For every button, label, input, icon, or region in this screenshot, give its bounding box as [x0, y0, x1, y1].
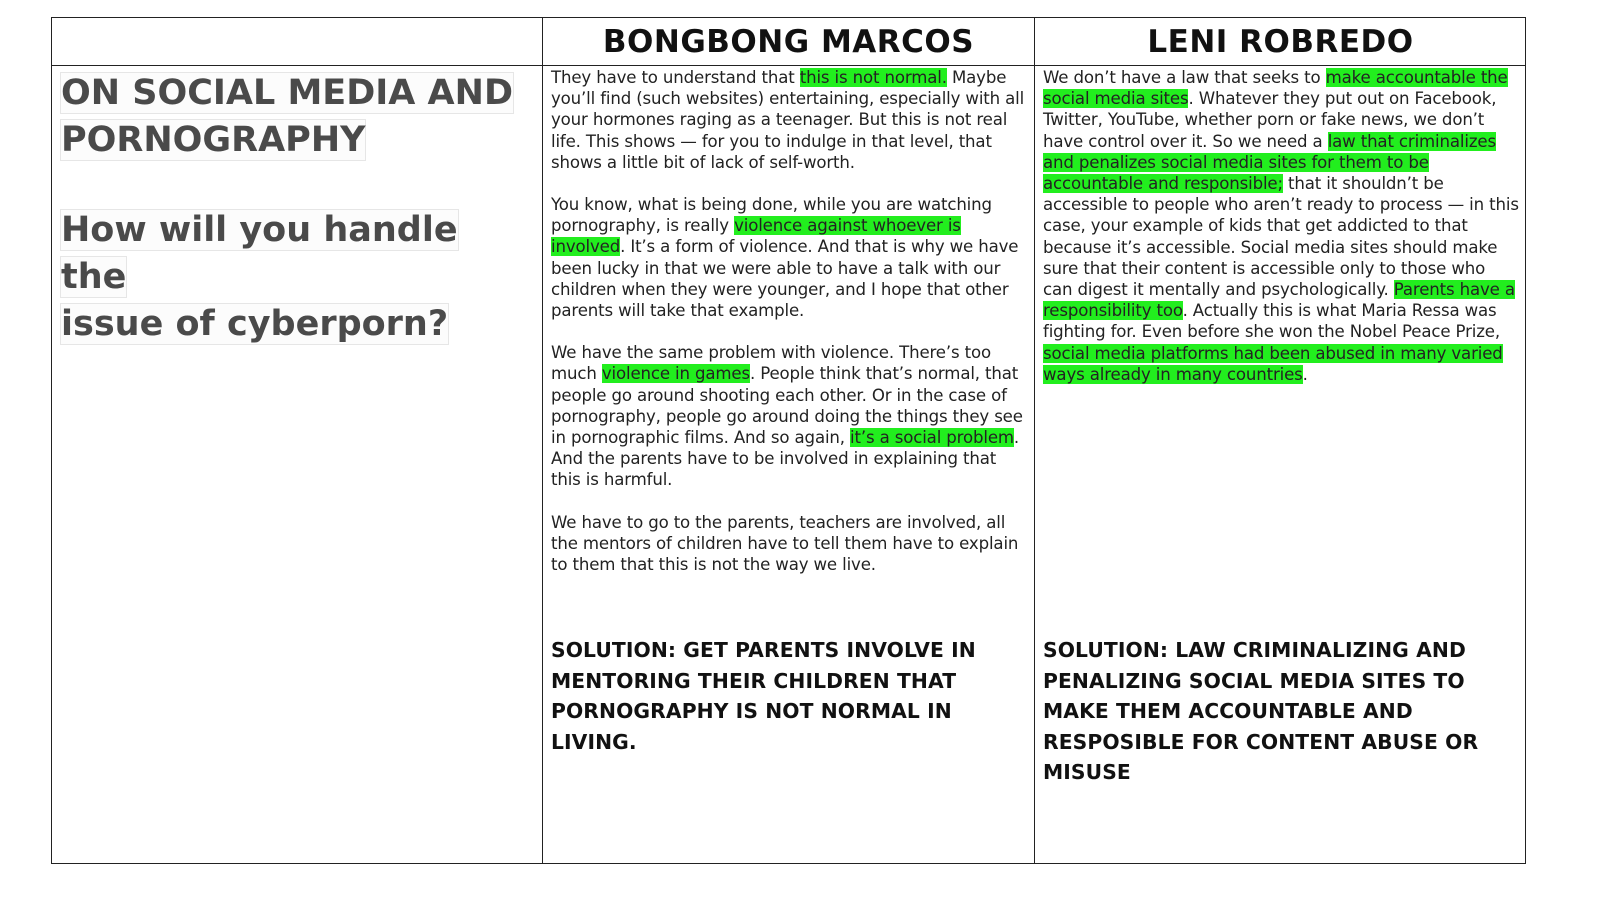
- topic-question-line2: issue of cyberporn?: [61, 304, 449, 344]
- robredo-answer: [1043, 67, 1519, 385]
- paragraph-text: We have to go to the parents, teachers are involved, all the mentors of children have to tell them have to explain to them that this is not the way we live.: [551, 512, 1019, 575]
- highlighted-phrase: law that criminalizes and penalizes social media sites for them to be accountable and responsible;: [1043, 131, 1496, 194]
- paragraph-text: You know, what is being done, while you are watching pornography, is really: [551, 195, 992, 236]
- highlighted-phrase: Parents have a responsibility too: [1043, 280, 1515, 321]
- highlighted-phrase: it’s a social problem: [850, 428, 1014, 448]
- column-divider-1: [542, 18, 543, 863]
- robredo-paragraph: [1043, 67, 1519, 385]
- topic-cell: [61, 70, 531, 348]
- paragraph-text: . And the parents have to be involved in explaining that this is harmful.: [551, 428, 1020, 490]
- header-robredo: LENI ROBREDO: [1147, 23, 1414, 60]
- paragraph-text: We don’t have a law that seeks to: [1043, 68, 1326, 87]
- paragraph-text: . People think that’s normal, that people go around shooting each other. Or in the case of pornography, people go around doing the things they see in pornographic films. And so again,: [551, 364, 1023, 448]
- topic-title-line1: ON SOCIAL MEDIA AND: [61, 73, 513, 113]
- marcos-answer: [551, 67, 1029, 575]
- highlighted-phrase: social media platforms had been abused in many varied ways already in many countries: [1043, 343, 1503, 384]
- highlighted-phrase: make accountable the social media sites: [1043, 68, 1508, 109]
- paragraph-text: .: [1302, 364, 1308, 384]
- paragraph-text: We have the same problem with violence. There’s too much: [551, 343, 991, 384]
- topic-title-line2: PORNOGRAPHY: [61, 120, 366, 160]
- paragraph-text: Maybe you’ll find (such websites) entertaining, especially with all your hormones raging as a teenager. But this is not real life. This shows — for you to indulge in that level, that shows a little bit of lack of self-worth.: [551, 68, 1025, 172]
- highlighted-phrase: this is not normal.: [799, 68, 947, 87]
- comparison-table: [51, 17, 1526, 864]
- paragraph-text: . Whatever they put out on Facebook, Twitter, YouTube, whether porn or fake news, we don’t have control over it. So we need a: [1043, 89, 1497, 151]
- highlighted-phrase: violence against whoever is involved: [551, 216, 961, 257]
- highlighted-phrase: violence in games: [601, 364, 750, 384]
- paragraph-text: . It’s a form of violence. And that is why we have been lucky in that we were able to have a talk with our children when they were younger, and I hope that other parents will take that example.: [551, 237, 1019, 321]
- header-divider: [52, 65, 1525, 66]
- topic-question: [61, 207, 531, 348]
- topic-question-line1: How will you handle the: [61, 210, 458, 297]
- topic-title: [61, 70, 531, 164]
- marcos-paragraph: [551, 67, 1029, 173]
- header-marcos: BONGBONG MARCOS: [602, 23, 975, 60]
- marcos-solution: SOLUTION: GET PARENTS INVOLVE IN MENTORING THEIR CHILDREN THAT PORNOGRAPHY IS NOT NORMAL IN LIVING.: [551, 638, 976, 754]
- marcos-paragraph: [551, 342, 1029, 490]
- marcos-paragraph: [551, 512, 1029, 576]
- column-divider-2: [1034, 18, 1035, 863]
- paragraph-text: They have to understand that: [551, 68, 800, 87]
- robredo-solution: SOLUTION: LAW CRIMINALIZING AND PENALIZING SOCIAL MEDIA SITES TO MAKE THEM ACCOUNTABLE AND RESPOSIBLE FOR CONTENT ABUSE OR MISUSE: [1043, 638, 1479, 784]
- paragraph-text: that it shouldn’t be accessible to people who aren’t ready to process — in this case, your example of kids that get addicted to that because it’s accessible. Social media sites should make sure that their content is accessible only to those who can digest it mentally and psychologically.: [1043, 174, 1519, 300]
- marcos-paragraph: [551, 194, 1029, 321]
- paragraph-text: . Actually this is what Maria Ressa was fighting for. Even before she won the Nobel Peace Prize,: [1043, 301, 1500, 342]
